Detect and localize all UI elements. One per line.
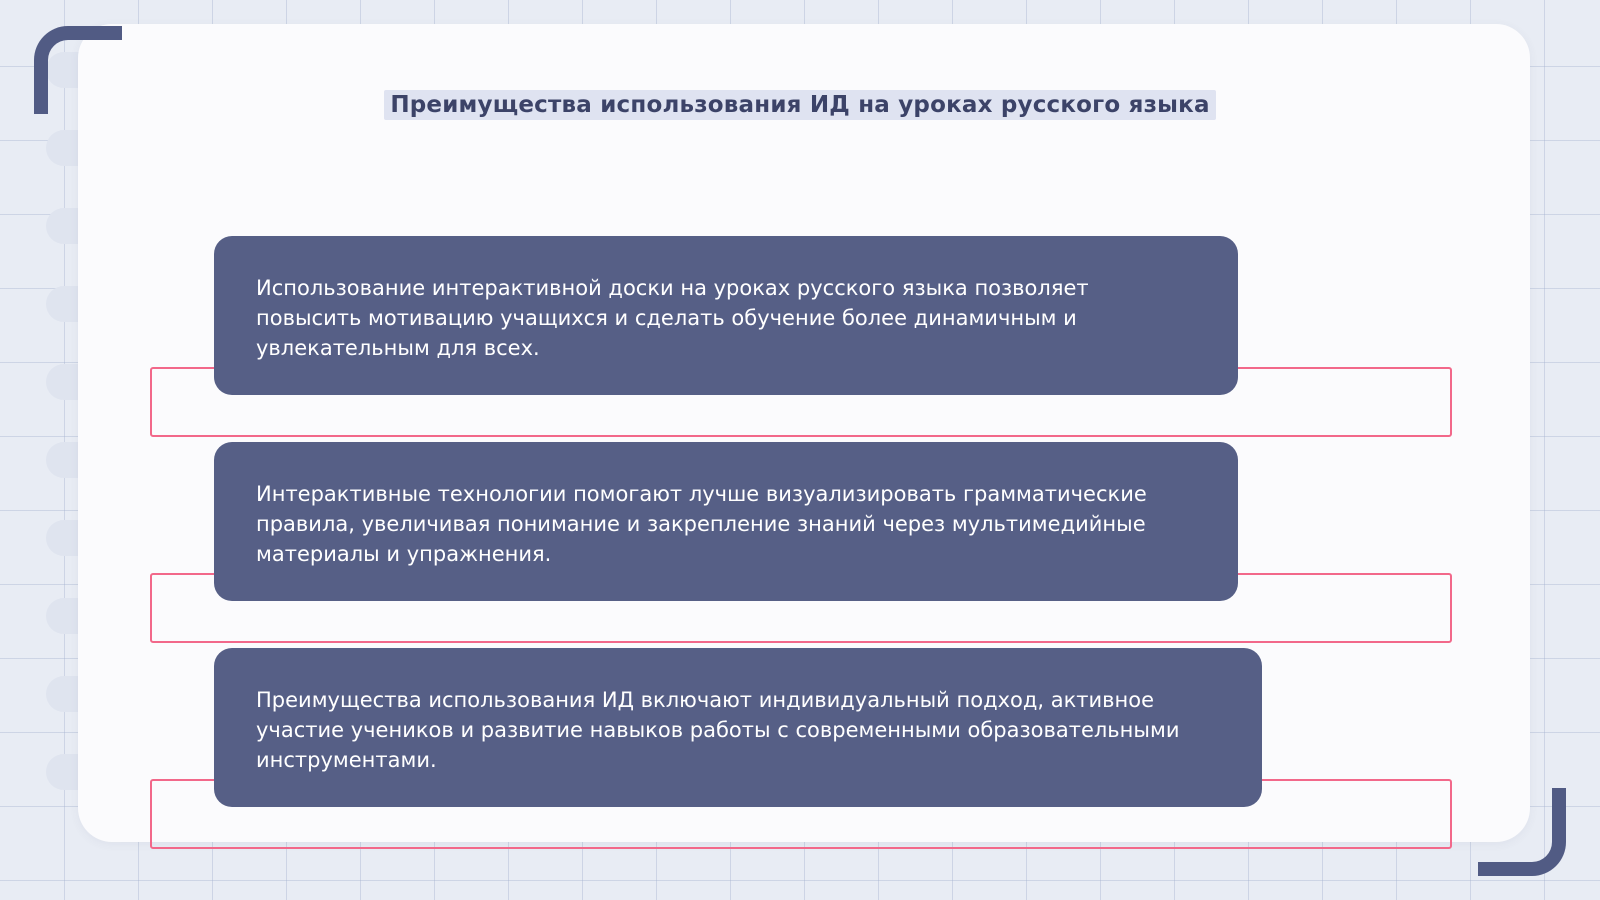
- benefit-block: [214, 648, 1262, 807]
- benefit-text: Интерактивные технологии помогают лучше визуализировать грамматические правила, увеличивая понимание и закрепление знаний через мультимедийные материалы и упражнения.: [256, 482, 1147, 566]
- list-item: [0, 442, 1600, 648]
- list-item: [0, 648, 1600, 854]
- benefit-list: [0, 236, 1600, 854]
- page-title: [0, 92, 1600, 118]
- benefit-block: [214, 442, 1238, 601]
- list-item: [0, 236, 1600, 442]
- page-title-text: Преимущества использования ИД на уроках русского языка: [384, 90, 1215, 120]
- benefit-block: [214, 236, 1238, 395]
- benefit-text: Преимущества использования ИД включают индивидуальный подход, активное участие учеников и развитие навыков работы с современными образовательными инструментами.: [256, 688, 1180, 772]
- benefit-text: Использование интерактивной доски на уроках русского языка позволяет повысить мотивацию учащихся и сделать обучение более динамичным и увлекательным для всех.: [256, 276, 1089, 360]
